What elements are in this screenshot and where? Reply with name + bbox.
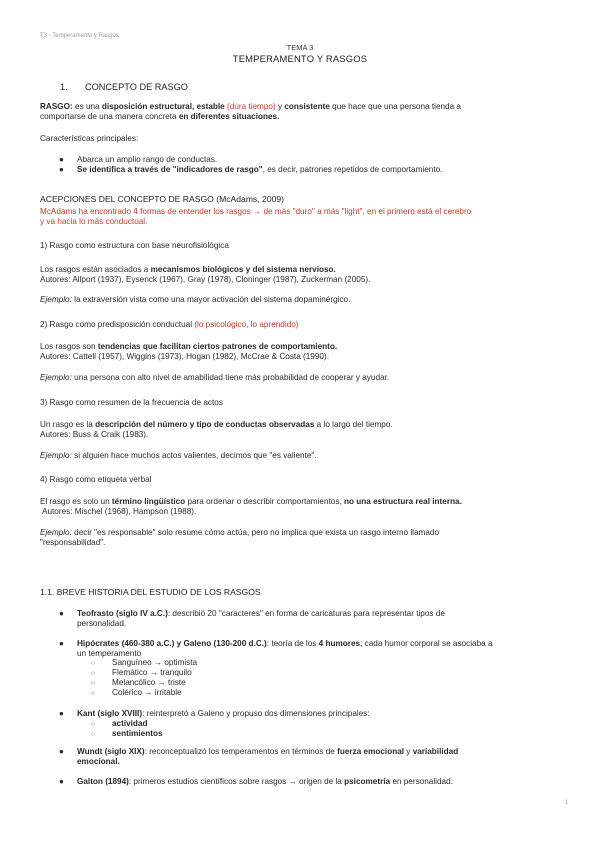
text-bold: Teofrasto (siglo IV a.C.) (77, 609, 168, 618)
bullet-icon: ● (59, 155, 64, 164)
text-red: McAdams ha encontrado 4 formas de entender los rasgos → (40, 207, 264, 216)
circle-bullet-icon: ○ (91, 721, 95, 728)
caracteristicas-heading: Características principales: (40, 134, 139, 143)
text: ; cada humor corporal se asociaba a (360, 639, 493, 648)
example-label: Ejemplo: (40, 528, 72, 537)
list-item-text: Melancólico → triste (112, 678, 186, 687)
bullet-icon: ● (59, 709, 64, 718)
text: la extraversión vista como una mayor activación del sistema dopaminérgico. (71, 295, 351, 304)
text-bold: disposición estructural, estable (101, 102, 225, 111)
acepcion-4-example (40, 528, 560, 548)
text-bold: Kant (siglo XVIII) (77, 709, 143, 718)
text-bold: término lingüístico (111, 497, 186, 506)
text: : reconceptualizó los temperamentos en términos de (144, 747, 338, 756)
text: en personalidad. (390, 777, 453, 786)
bullet-icon: ● (59, 639, 64, 648)
text: : primeros estudios científicos sobre rasgos → origen de la (128, 777, 345, 786)
text-bold: consistente (284, 102, 330, 111)
acepcion-3-body (40, 420, 560, 440)
example-label: Ejemplo: (40, 295, 72, 304)
text-bold: descripción del número y tipo de conductas observadas (95, 420, 315, 429)
text: es una (72, 102, 102, 111)
acepcion-2-example (40, 373, 560, 383)
section-number: 1. (60, 82, 68, 92)
text-red: (lo psicológico, lo aprendido) (192, 320, 299, 329)
text: Los rasgos están asociados a (40, 265, 151, 274)
list-item (91, 688, 182, 698)
text: un temperamento (77, 648, 142, 658)
historia-heading: 1.1. BREVE HISTORIA DEL ESTUDIO DE LOS RASGOS (40, 587, 261, 597)
text: : describió 20 "caracteres" en forma de caricaturas para representar tipos de (167, 609, 445, 618)
text-bold: Hipócrates (460-380 a.C.) y Galeno (130-200 d.C.) (77, 639, 267, 648)
list-item-text: Flemático → tranquilo (112, 668, 192, 677)
list-item (91, 729, 163, 739)
text: "responsabilidad". (40, 537, 106, 547)
autores: Autores: Cattell (1957), Wiggins (1973), Hogan (1982), McCrae & Costa (1990). (40, 351, 329, 361)
list-item-text: Abarca un amplio rango de conductas. (77, 155, 218, 164)
list-item (60, 639, 540, 659)
example-label: Ejemplo: (40, 451, 72, 460)
circle-bullet-icon: ○ (91, 690, 95, 697)
page-number: 1 (564, 800, 568, 806)
acepcion-1-example (40, 295, 560, 305)
text-bold: emocional. (77, 756, 120, 766)
list-item-text: Colérico → irritable (112, 688, 182, 697)
text-red: (dura tiempo) (224, 102, 276, 111)
acepcion-4-title: 4) Rasgo como etiqueta verbal (40, 475, 152, 484)
bullet-icon: ● (59, 609, 64, 618)
text-bold: fuerza emocional (337, 747, 405, 756)
rasgo-definition (40, 102, 560, 122)
tema-number: TEMA 3 (286, 43, 314, 52)
bullet-icon: ● (59, 777, 64, 786)
acepcion-2-title (40, 320, 560, 330)
list-item-text: sentimientos (112, 729, 163, 738)
list-item (60, 165, 540, 175)
circle-bullet-icon: ○ (91, 731, 95, 738)
text: , es decir, patrones repetidos de comportamiento. (262, 165, 443, 174)
circle-bullet-icon: ○ (91, 670, 95, 677)
text: 2) Rasgo como predisposición conductual (40, 320, 193, 329)
bullet-icon: ● (59, 165, 64, 174)
list-item (60, 155, 540, 165)
text-red: de más "duro" a más "light", en el primero está el cerebro (263, 207, 472, 216)
text-bold: en diferentes situaciones. (178, 111, 280, 121)
acepciones-note (40, 207, 560, 227)
text-bold: 4 humores (318, 639, 361, 648)
list-item (91, 678, 186, 688)
text: comportarse de una manera concreta (40, 111, 179, 121)
acepciones-heading: ACEPCIONES DEL CONCEPTO DE RASGO (McAdams, 2009) (40, 194, 285, 204)
text: Un rasgo es la (40, 420, 96, 429)
rasgo-label: RASGO: (40, 102, 73, 111)
section-title: CONCEPTO DE RASGO (85, 82, 188, 92)
example-label: Ejemplo: (40, 373, 72, 382)
text: a lo largo del tiempo. (314, 420, 393, 429)
list-item (60, 777, 540, 787)
autores: Autores: Buss & Craik (1983). (40, 429, 149, 439)
acepcion-1-title: 1) Rasgo como estructura con base neurofisiológica (40, 241, 229, 250)
text: personalidad. (77, 618, 127, 628)
autores: Autores: Allport (1937), Eysenck (1967), Gray (1978), Cloninger (1987), Zuckerman (2005). (40, 274, 371, 284)
list-item-text: Sanguíneo → optimista (112, 658, 198, 667)
list-item (91, 668, 192, 678)
bullet-icon: ● (59, 747, 64, 756)
text: para ordenar o describir comportamientos, (185, 497, 344, 506)
text-bold: tendencias que facilitan ciertos patrones de comportamiento. (97, 342, 338, 351)
list-item (91, 719, 148, 729)
list-item (60, 747, 540, 767)
acepcion-3-title: 3) Rasgo como resumen de la frecuencia de actos (40, 398, 223, 407)
text: : teoría de los (266, 639, 319, 648)
text-bold: Wundt (siglo XIX) (77, 747, 145, 756)
list-item (91, 658, 197, 668)
list-item (60, 709, 540, 719)
text-bold: psicometría (344, 777, 391, 786)
text-bold: Se identifica a través de "indicadores de rasgo" (77, 165, 263, 174)
text-bold: mecanismos biológicos y del sistema nervioso. (150, 265, 336, 274)
list-item (60, 609, 540, 629)
text-bold: Galton (1894) (77, 777, 129, 786)
text-bold: no una estructura real interna. (344, 497, 462, 506)
acepcion-2-body (40, 342, 560, 362)
text-red: y va hacia lo más conductual. (40, 216, 148, 226)
circle-bullet-icon: ○ (91, 680, 95, 687)
text: y (404, 747, 413, 756)
autores: Autores: Mischel (1968), Hampson (1988). (42, 506, 197, 516)
text: que hace que una persona tienda a (329, 102, 461, 111)
acepcion-4-body (40, 497, 560, 517)
text: Los rasgos son (40, 342, 98, 351)
text-bold: variabilidad (412, 747, 459, 756)
text: si alguien hace muchos actos valientes, decimos que "es valiente". (71, 451, 317, 460)
acepcion-1-body (40, 265, 560, 285)
circle-bullet-icon: ○ (91, 660, 95, 667)
text: y (275, 102, 285, 111)
list-item-text: actividad (112, 719, 148, 728)
page-title: TEMPERAMENTO Y RASGOS (232, 53, 368, 64)
text: El rasgo es solo un (40, 497, 112, 506)
text: decir "es responsable" solo resume cómo actúa, pero no implica que exista un rasgo interno llamado (71, 528, 440, 537)
text: : reinterpretó a Galeno y propuso dos dimensiones principales: (142, 709, 370, 718)
running-header: T3 - Temperamento y Rasgos (40, 33, 119, 39)
acepcion-3-example (40, 451, 560, 461)
text: una persona con alto nivel de amabilidad tiene más probabilidad de cooperar y ayudar. (71, 373, 390, 382)
section-heading-concepto (60, 82, 188, 93)
